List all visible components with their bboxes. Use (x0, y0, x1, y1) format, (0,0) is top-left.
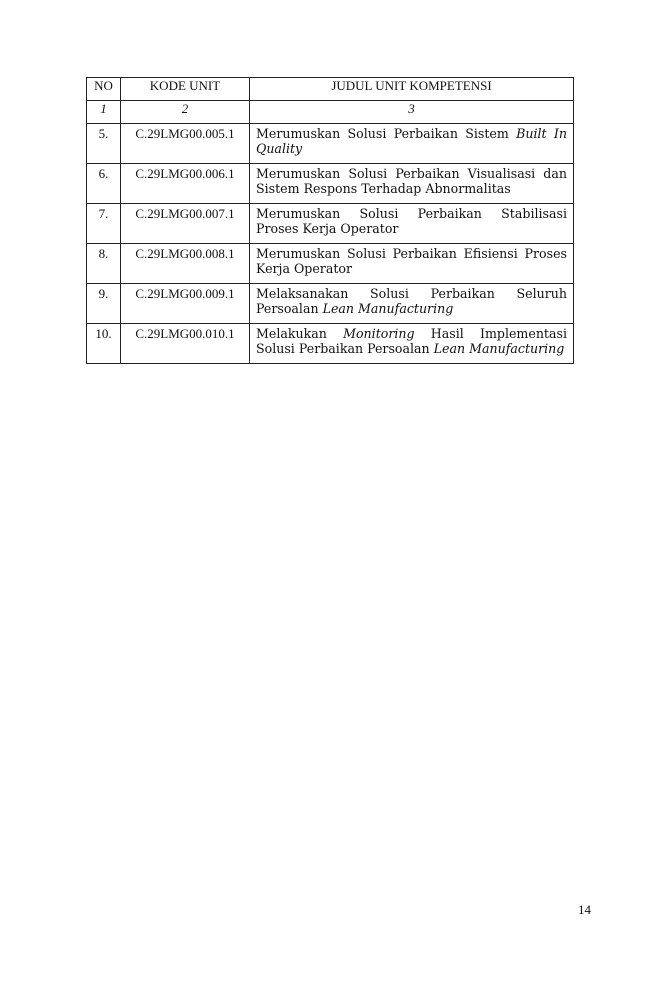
table-row (87, 244, 574, 284)
header-judul-unit: JUDUL UNIT KOMPETENSI (250, 78, 574, 101)
table-column-index-row (87, 101, 574, 124)
table-row (87, 324, 574, 364)
unit-code: C.29LMG00.005.1 (121, 124, 250, 164)
row-number: 9. (87, 284, 121, 324)
unit-code: C.29LMG00.009.1 (121, 284, 250, 324)
column-index-3: 3 (250, 101, 574, 124)
header-kode-unit: KODE UNIT (121, 78, 250, 101)
unit-title-italic-part: Monitoring (343, 326, 415, 341)
table-row (87, 124, 574, 164)
page-number: 14 (578, 902, 591, 917)
unit-title-part: Merumuskan Solusi Perbaikan Efisiensi Proses Kerja Operator (256, 246, 567, 276)
table-row (87, 204, 574, 244)
unit-code: C.29LMG00.006.1 (121, 164, 250, 204)
unit-title-part: Melaksanakan Solusi Perbaikan Seluruh Persoalan (256, 286, 567, 316)
unit-code: C.29LMG00.008.1 (121, 244, 250, 284)
column-index-1: 1 (87, 101, 121, 124)
unit-code: C.29LMG00.010.1 (121, 324, 250, 364)
unit-title (250, 324, 574, 364)
unit-title-part: Melakukan (256, 326, 344, 341)
column-index-2: 2 (121, 101, 250, 124)
header-no: NO (87, 78, 121, 101)
row-number: 5. (87, 124, 121, 164)
unit-title-italic-part: Lean Manufacturing (322, 301, 454, 316)
table-header-row (87, 78, 574, 101)
competency-units-table (86, 77, 574, 364)
row-number: 10. (87, 324, 121, 364)
unit-title (250, 204, 574, 244)
unit-title (250, 244, 574, 284)
unit-title-italic-part: Built In Quality (256, 126, 567, 156)
unit-code: C.29LMG00.007.1 (121, 204, 250, 244)
unit-title (250, 124, 574, 164)
unit-title-part: Merumuskan Solusi Perbaikan Stabilisasi Proses Kerja Operator (256, 206, 567, 236)
unit-title-italic-part: Lean Manufacturing (433, 341, 565, 356)
unit-title-part: Merumuskan Solusi Perbaikan Sistem (256, 126, 517, 141)
unit-title-part: Hasil Implementasi Solusi Perbaikan Persoalan (256, 326, 567, 356)
row-number: 7. (87, 204, 121, 244)
table-body (87, 124, 574, 364)
unit-title-part: Merumuskan Solusi Perbaikan Visualisasi dan Sistem Respons Terhadap Abnormalitas (256, 166, 567, 196)
table-row (87, 284, 574, 324)
row-number: 8. (87, 244, 121, 284)
unit-title (250, 284, 574, 324)
row-number: 6. (87, 164, 121, 204)
table-row (87, 164, 574, 204)
unit-title (250, 164, 574, 204)
